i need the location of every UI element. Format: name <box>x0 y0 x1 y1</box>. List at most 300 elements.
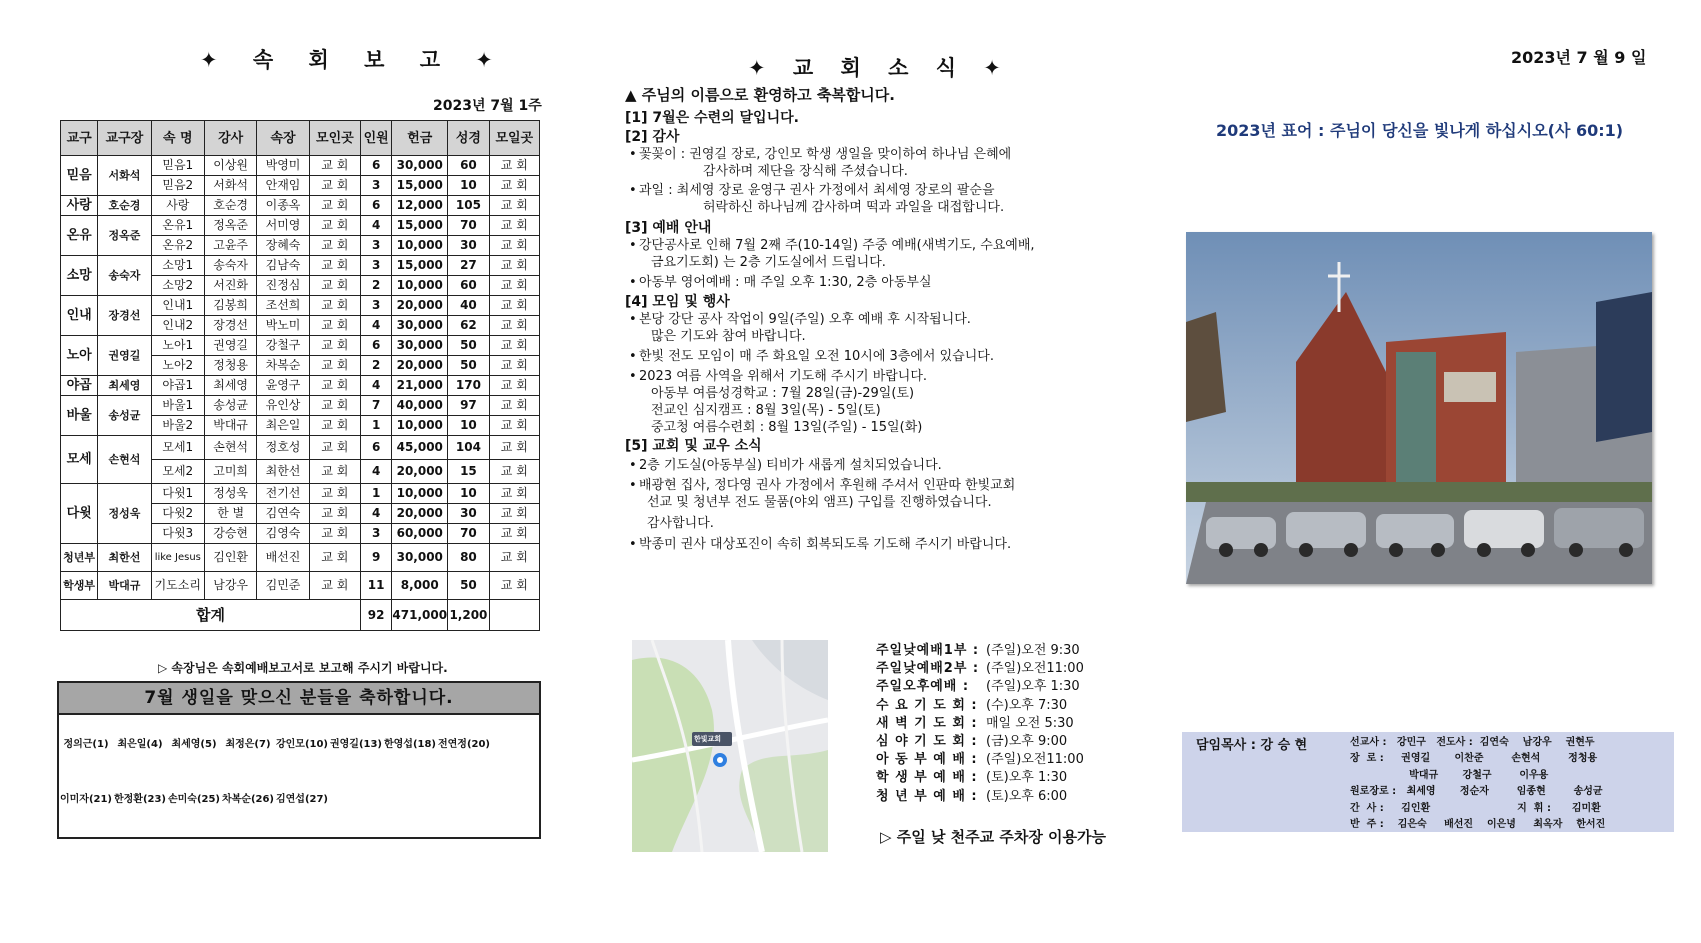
cell-cell: 믿음1 <box>151 156 204 176</box>
cell-teacher: 남강우 <box>204 572 256 600</box>
news-item-cont: 아동부 여름성경학교 : 7월 28일(금)-29일(토) <box>651 386 915 401</box>
cell-teacher: 고미희 <box>204 460 256 484</box>
cell-bible: 30 <box>448 236 489 256</box>
column-header: 속장 <box>257 121 309 156</box>
schedule-time: (주일)오전11:00 <box>986 661 1084 677</box>
cell-teacher: 손현석 <box>204 436 256 460</box>
schedule-time: (토)오후 6:00 <box>986 788 1068 804</box>
cell-place: 교 회 <box>309 572 360 600</box>
cell-teacher: 이상원 <box>204 156 256 176</box>
cell-count: 3 <box>361 176 392 196</box>
cell-cell: 야곱1 <box>151 376 204 396</box>
cell-head: 김연숙 <box>257 504 309 524</box>
cell-bible: 10 <box>448 416 489 436</box>
cell-count: 7 <box>361 396 392 416</box>
news-item-cont: 중고청 여름수련회 : 8월 13일(주일) - 15일(화) <box>651 420 923 435</box>
cell-offering: 15,000 <box>392 216 448 236</box>
schedule-row <box>876 769 1084 787</box>
cell-bible: 62 <box>448 316 489 336</box>
group-leader: 호순경 <box>98 196 151 216</box>
cell-place: 교 회 <box>309 484 360 504</box>
cell-place: 교 회 <box>309 256 360 276</box>
schedule-row <box>876 660 1084 678</box>
cell-offering: 30,000 <box>392 336 448 356</box>
group-leader: 서화석 <box>98 156 151 196</box>
staff-box <box>1182 732 1674 832</box>
staff-line: 반 주 : 김은숙 배선진 이은녕 최옥자 한서진 <box>1350 819 1606 831</box>
cell-teacher: 송숙자 <box>204 256 256 276</box>
cell-teacher: 김봉희 <box>204 296 256 316</box>
yearly-motto: 2023년 표어 : 주님이 당신을 빛나게 하십시오(사 60:1) <box>1216 121 1624 140</box>
group-district: 학생부 <box>61 572 98 600</box>
schedule-label: 주일낮예배1부 : <box>876 643 980 658</box>
schedule-time: (수)오후 7:30 <box>986 697 1068 713</box>
column-header: 속 명 <box>151 121 204 156</box>
news-item: • 배광현 집사, 정다영 권사 가정에서 후원해 주셔서 인판따 한빛교회 <box>625 477 1095 494</box>
cell-cell: 바울1 <box>151 396 204 416</box>
cell-head: 유인상 <box>257 396 309 416</box>
schedule-row <box>876 788 1084 806</box>
news-item: • 꽃꽂이 : 권영길 장로, 강인모 학생 생일을 맞이하여 하나님 은혜에 <box>625 146 1095 163</box>
cell-head: 김민준 <box>257 572 309 600</box>
cell-count: 1 <box>361 416 392 436</box>
schedule-row <box>876 751 1084 769</box>
cell-cell: 인내2 <box>151 316 204 336</box>
total-bible: 1,200 <box>448 600 489 631</box>
group-leader: 손현석 <box>98 436 151 484</box>
cell-bible: 50 <box>448 572 489 600</box>
group-leader: 최세영 <box>98 376 151 396</box>
column-header: 인원 <box>361 121 392 156</box>
group-district: 바울 <box>61 396 98 436</box>
cell-bible: 60 <box>448 276 489 296</box>
table-row <box>61 336 540 356</box>
church-map <box>632 640 828 852</box>
schedule-row <box>876 642 1084 660</box>
total-count: 92 <box>361 600 392 631</box>
cell-count: 6 <box>361 156 392 176</box>
staff-line: 박대규 강철구 이우용 <box>1350 769 1549 781</box>
birthday-person: 최은일(4) <box>117 739 163 750</box>
group-district: 믿음 <box>61 156 98 196</box>
cell-teacher: 장경선 <box>204 316 256 336</box>
column-header: 강사 <box>204 121 256 156</box>
cell-bible: 15 <box>448 460 489 484</box>
cell-head: 차복순 <box>257 356 309 376</box>
cell-offering: 45,000 <box>392 436 448 460</box>
cell-cell: 바울2 <box>151 416 204 436</box>
group-district: 사랑 <box>61 196 98 216</box>
cell-bible: 40 <box>448 296 489 316</box>
cell-next: 교 회 <box>489 216 539 236</box>
cell-cell: 소망1 <box>151 256 204 276</box>
schedule-time: (금)오후 9:00 <box>986 734 1068 750</box>
schedule-row <box>876 678 1084 696</box>
column-header: 교구장 <box>98 121 151 156</box>
news-heading-2: [2] 감사 <box>625 129 680 145</box>
cell-cell: 다윗1 <box>151 484 204 504</box>
church-building-image <box>1186 232 1652 584</box>
cell-head: 서미영 <box>257 216 309 236</box>
group-leader: 권영길 <box>98 336 151 376</box>
schedule-time: 매일 오전 5:30 <box>986 715 1074 731</box>
table-row <box>61 216 540 236</box>
cell-place: 교 회 <box>309 316 360 336</box>
cell-teacher: 정성욱 <box>204 484 256 504</box>
birthday-row-2 <box>59 770 539 825</box>
cell-teacher: 한 별 <box>204 504 256 524</box>
cell-bible: 50 <box>448 356 489 376</box>
cell-cell: 노아2 <box>151 356 204 376</box>
cell-cell: 온유1 <box>151 216 204 236</box>
cell-offering: 20,000 <box>392 296 448 316</box>
cell-place: 교 회 <box>309 276 360 296</box>
schedule-label: 청 년 부 예 배 : <box>876 788 978 804</box>
cell-next: 교 회 <box>489 176 539 196</box>
cell-bible: 10 <box>448 176 489 196</box>
cell-teacher: 박대규 <box>204 416 256 436</box>
welcome-line: ▲ 주님의 이름으로 환영하고 축복합니다. <box>625 86 895 104</box>
group-leader: 최한선 <box>98 544 151 572</box>
table-row <box>61 376 540 396</box>
cell-cell: 인내1 <box>151 296 204 316</box>
cell-place: 교 회 <box>309 460 360 484</box>
schedule-time: (토)오후 1:30 <box>986 770 1068 786</box>
cell-place: 교 회 <box>309 396 360 416</box>
cell-cell: 노아1 <box>151 336 204 356</box>
schedule-row <box>876 733 1084 751</box>
cell-offering: 30,000 <box>392 156 448 176</box>
cell-next: 교 회 <box>489 316 539 336</box>
cell-next: 교 회 <box>489 156 539 176</box>
cell-next: 교 회 <box>489 416 539 436</box>
staff-line: 간 사 : 김인환 지 휘 : 김미환 <box>1350 802 1601 814</box>
cell-next: 교 회 <box>489 484 539 504</box>
cell-count: 4 <box>361 460 392 484</box>
cell-count: 1 <box>361 484 392 504</box>
cell-place: 교 회 <box>309 416 360 436</box>
group-district: 다윗 <box>61 484 98 544</box>
news-item: • 2층 기도실(아동부실) 티비가 새롭게 설치되었습니다. <box>625 457 1095 474</box>
group-leader: 정성욱 <box>98 484 151 544</box>
news-heading-4: [4] 모임 및 행사 <box>625 294 730 310</box>
cell-cell: 다윗3 <box>151 524 204 544</box>
cell-next: 교 회 <box>489 436 539 460</box>
table-row <box>61 544 540 572</box>
cell-next: 교 회 <box>489 544 539 572</box>
map-marker-label: 한빛교회 <box>694 735 722 743</box>
birthday-person: 정의근(1) <box>63 739 109 750</box>
cell-next: 교 회 <box>489 460 539 484</box>
cell-bible: 60 <box>448 156 489 176</box>
cell-teacher: 정옥준 <box>204 216 256 236</box>
cell-count: 3 <box>361 524 392 544</box>
cell-next: 교 회 <box>489 256 539 276</box>
cell-place: 교 회 <box>309 376 360 396</box>
cell-bible: 105 <box>448 196 489 216</box>
cell-head: 진정심 <box>257 276 309 296</box>
cell-next: 교 회 <box>489 296 539 316</box>
cell-count: 3 <box>361 236 392 256</box>
schedule-label: 주일낮예배2부 : <box>876 661 980 677</box>
cell-count: 6 <box>361 196 392 216</box>
cell-count: 3 <box>361 256 392 276</box>
group-district: 온유 <box>61 216 98 256</box>
news-title: ✦ 교 회 소 식 ✦ <box>748 56 1011 80</box>
birthday-person: 김연섭(27) <box>275 794 329 805</box>
cell-offering: 8,000 <box>392 572 448 600</box>
news-item: • 본당 강단 공사 작업이 9일(주일) 오후 예배 후 시작됩니다. <box>625 311 1095 328</box>
church-photo <box>1186 232 1652 584</box>
cell-teacher: 서진화 <box>204 276 256 296</box>
cell-offering: 15,000 <box>392 176 448 196</box>
cell-place: 교 회 <box>309 504 360 524</box>
schedule-row <box>876 715 1084 733</box>
cell-cell: 사랑 <box>151 196 204 216</box>
group-district: 야곱 <box>61 376 98 396</box>
birthday-row-1 <box>59 715 539 770</box>
cell-next: 교 회 <box>489 572 539 600</box>
news-item: • 강단공사로 인해 7월 2째 주(10-14일) 주중 예배(새벽기도, 수요예배, <box>625 237 1095 254</box>
cell-place: 교 회 <box>309 176 360 196</box>
cell-place: 교 회 <box>309 544 360 572</box>
cell-head: 윤영구 <box>257 376 309 396</box>
column-header: 헌금 <box>392 121 448 156</box>
report-note: ▷ 속장님은 속회예배보고서로 보고해 주시기 바랍니다. <box>158 661 448 675</box>
cell-head: 박노미 <box>257 316 309 336</box>
cell-offering: 40,000 <box>392 396 448 416</box>
cell-place: 교 회 <box>309 524 360 544</box>
cell-next: 교 회 <box>489 276 539 296</box>
bulletin-date: 2023년 7 월 9 일 <box>1511 48 1647 67</box>
cell-place: 교 회 <box>309 436 360 460</box>
staff-list <box>1350 735 1605 833</box>
cell-bible: 27 <box>448 256 489 276</box>
cell-head: 전기선 <box>257 484 309 504</box>
cell-head: 정호성 <box>257 436 309 460</box>
news-heading-3: [3] 예배 안내 <box>625 220 712 236</box>
column-header: 교구 <box>61 121 98 156</box>
cell-cell: like Jesus <box>151 544 204 572</box>
cell-offering: 10,000 <box>392 416 448 436</box>
parking-note: ▷ 주일 낮 천주교 주차장 이용가능 <box>880 828 1107 846</box>
cell-place: 교 회 <box>309 156 360 176</box>
cell-teacher: 강승현 <box>204 524 256 544</box>
total-label: 합계 <box>61 600 361 631</box>
birthday-person: 한영섭(18) <box>383 739 437 750</box>
cell-teacher: 정청용 <box>204 356 256 376</box>
table-header-row <box>61 121 540 156</box>
table-row <box>61 196 540 216</box>
news-item: • 아동부 영어예배 : 매 주일 오후 1:30, 2층 아동부실 <box>625 274 1095 291</box>
cell-head: 김영숙 <box>257 524 309 544</box>
staff-line: 선교사 : 강민구 전도사 : 김연숙 남강우 권현두 <box>1350 737 1595 748</box>
cell-offering: 30,000 <box>392 316 448 336</box>
cell-head: 최한선 <box>257 460 309 484</box>
cell-count: 9 <box>361 544 392 572</box>
news-item-cont: 허락하신 하나님께 감사하며 떡과 과일을 대접합니다. <box>703 200 1005 215</box>
cell-bible: 170 <box>448 376 489 396</box>
news-item-cont: 금요기도회) 는 2층 기도실에서 드립니다. <box>651 255 886 270</box>
cell-bible: 104 <box>448 436 489 460</box>
cell-offering: 30,000 <box>392 544 448 572</box>
cell-offering: 20,000 <box>392 460 448 484</box>
cell-offering: 10,000 <box>392 276 448 296</box>
cell-offering: 20,000 <box>392 356 448 376</box>
cell-cell: 모세2 <box>151 460 204 484</box>
cell-teacher: 서화석 <box>204 176 256 196</box>
cell-next: 교 회 <box>489 196 539 216</box>
cell-report-table <box>60 120 540 631</box>
news-item-cont: 감사합니다. <box>647 516 714 531</box>
cell-cell: 기도소리 <box>151 572 204 600</box>
schedule-time: (주일)오전 9:30 <box>986 643 1080 658</box>
table-row <box>61 296 540 316</box>
group-leader: 송성균 <box>98 396 151 436</box>
news-item-cont: 전교인 심지캠프 : 8월 3일(목) - 5일(토) <box>651 403 881 418</box>
birthday-person: 최세영(5) <box>171 739 217 750</box>
column-header: 성경 <box>448 121 489 156</box>
cell-count: 4 <box>361 216 392 236</box>
table-row <box>61 436 540 460</box>
cell-bible: 97 <box>448 396 489 416</box>
group-leader: 장경선 <box>98 296 151 336</box>
cell-offering: 60,000 <box>392 524 448 544</box>
schedule-label: 아 동 부 예 배 : <box>876 752 978 768</box>
birthday-person: 이미자(21) <box>59 794 113 805</box>
cell-head: 배선진 <box>257 544 309 572</box>
cell-offering: 10,000 <box>392 236 448 256</box>
schedule-label: 새 벽 기 도 회 : <box>876 715 978 731</box>
cell-count: 4 <box>361 376 392 396</box>
schedule-label: 심 야 기 도 회 : <box>876 734 978 750</box>
cell-count: 2 <box>361 356 392 376</box>
pastor-name: 담임목사 : 강 승 현 <box>1196 738 1308 753</box>
birthday-person: 최정은(7) <box>225 739 271 750</box>
cell-cell: 다윗2 <box>151 504 204 524</box>
news-item-cont: 감사하며 제단을 장식해 주셨습니다. <box>703 164 908 179</box>
news-heading-5: [5] 교회 및 교우 소식 <box>625 438 762 454</box>
worship-schedule <box>876 642 1084 806</box>
group-district: 청년부 <box>61 544 98 572</box>
cell-head: 장혜숙 <box>257 236 309 256</box>
cell-count: 6 <box>361 436 392 460</box>
cell-head: 안재임 <box>257 176 309 196</box>
cell-count: 4 <box>361 316 392 336</box>
cell-cell: 온유2 <box>151 236 204 256</box>
cell-offering: 12,000 <box>392 196 448 216</box>
church-news <box>625 87 1095 553</box>
staff-line: 원로장로 : 최세영 정순자 임종현 송성균 <box>1350 786 1603 798</box>
schedule-label: 학 생 부 예 배 : <box>876 770 978 786</box>
cell-count: 11 <box>361 572 392 600</box>
cell-place: 교 회 <box>309 236 360 256</box>
cell-next: 교 회 <box>489 336 539 356</box>
cell-place: 교 회 <box>309 296 360 316</box>
cell-head: 강철구 <box>257 336 309 356</box>
news-heading-1: [1] 7월은 수련의 달입니다. <box>625 110 799 126</box>
schedule-row <box>876 697 1084 715</box>
cell-next: 교 회 <box>489 524 539 544</box>
group-district: 노아 <box>61 336 98 376</box>
cell-cell: 소망2 <box>151 276 204 296</box>
cell-bible: 70 <box>448 216 489 236</box>
cell-teacher: 호순경 <box>204 196 256 216</box>
schedule-label: 수 요 기 도 회 : <box>876 697 978 713</box>
cell-bible: 50 <box>448 336 489 356</box>
total-empty <box>489 600 539 631</box>
cell-bible: 30 <box>448 504 489 524</box>
cell-head: 이종옥 <box>257 196 309 216</box>
news-item-cont: 많은 기도와 참여 바랍니다. <box>651 329 806 344</box>
total-row <box>61 600 540 631</box>
birthday-person: 강인모(10) <box>275 739 329 750</box>
table-row <box>61 396 540 416</box>
cell-place: 교 회 <box>309 356 360 376</box>
birthday-title: 7월 생일을 맞으신 분들을 축하합니다. <box>59 683 539 715</box>
cell-bible: 80 <box>448 544 489 572</box>
cell-offering: 21,000 <box>392 376 448 396</box>
cell-next: 교 회 <box>489 504 539 524</box>
birthday-person: 한정환(23) <box>113 794 167 805</box>
cell-head: 최은일 <box>257 416 309 436</box>
news-item: • 과일 : 최세영 장로 윤영구 권사 가정에서 최세영 장로의 팔순을 <box>625 182 1095 199</box>
cell-offering: 20,000 <box>392 504 448 524</box>
group-district: 소망 <box>61 256 98 296</box>
group-leader: 정옥준 <box>98 216 151 256</box>
cell-offering: 15,000 <box>392 256 448 276</box>
cell-cell: 모세1 <box>151 436 204 460</box>
cell-count: 2 <box>361 276 392 296</box>
cell-place: 교 회 <box>309 216 360 236</box>
table-row <box>61 156 540 176</box>
cell-place: 교 회 <box>309 196 360 216</box>
table-row <box>61 484 540 504</box>
news-item: • 박종미 권사 대상포진이 속히 회복되도록 기도해 주시기 바랍니다. <box>625 536 1095 553</box>
news-item: • 2023 여름 사역을 위해서 기도해 주시기 바랍니다. <box>625 368 1095 385</box>
cell-count: 6 <box>361 336 392 356</box>
cell-teacher: 송성균 <box>204 396 256 416</box>
cell-teacher: 고윤주 <box>204 236 256 256</box>
cell-next: 교 회 <box>489 376 539 396</box>
birthday-person: 전연정(20) <box>437 739 491 750</box>
cell-next: 교 회 <box>489 356 539 376</box>
cell-teacher: 권영길 <box>204 336 256 356</box>
birthday-person: 차복순(26) <box>221 794 275 805</box>
total-offering: 471,000 <box>392 600 448 631</box>
table-row <box>61 256 540 276</box>
column-header: 모일곳 <box>489 121 539 156</box>
cell-bible: 10 <box>448 484 489 504</box>
cell-next: 교 회 <box>489 236 539 256</box>
group-district: 인내 <box>61 296 98 336</box>
schedule-time: (주일)오전11:00 <box>986 752 1084 768</box>
map-graphic <box>632 640 828 852</box>
news-item-cont: 선교 및 청년부 전도 물품(야외 앰프) 구입를 진행하였습니다. <box>647 495 992 510</box>
staff-line: 장 로 : 권영길 이찬준 손현석 정청용 <box>1350 753 1598 765</box>
birthday-person: 손미숙(25) <box>167 794 221 805</box>
table-row <box>61 572 540 600</box>
group-district: 모세 <box>61 436 98 484</box>
cell-teacher: 최세영 <box>204 376 256 396</box>
news-item: • 한빛 전도 모임이 매 주 화요일 오전 10시에 3층에서 있습니다. <box>625 348 1095 365</box>
cell-count: 4 <box>361 504 392 524</box>
cell-head: 박영미 <box>257 156 309 176</box>
cell-head: 조선희 <box>257 296 309 316</box>
birthday-box <box>57 681 541 839</box>
cell-bible: 70 <box>448 524 489 544</box>
cell-next: 교 회 <box>489 396 539 416</box>
